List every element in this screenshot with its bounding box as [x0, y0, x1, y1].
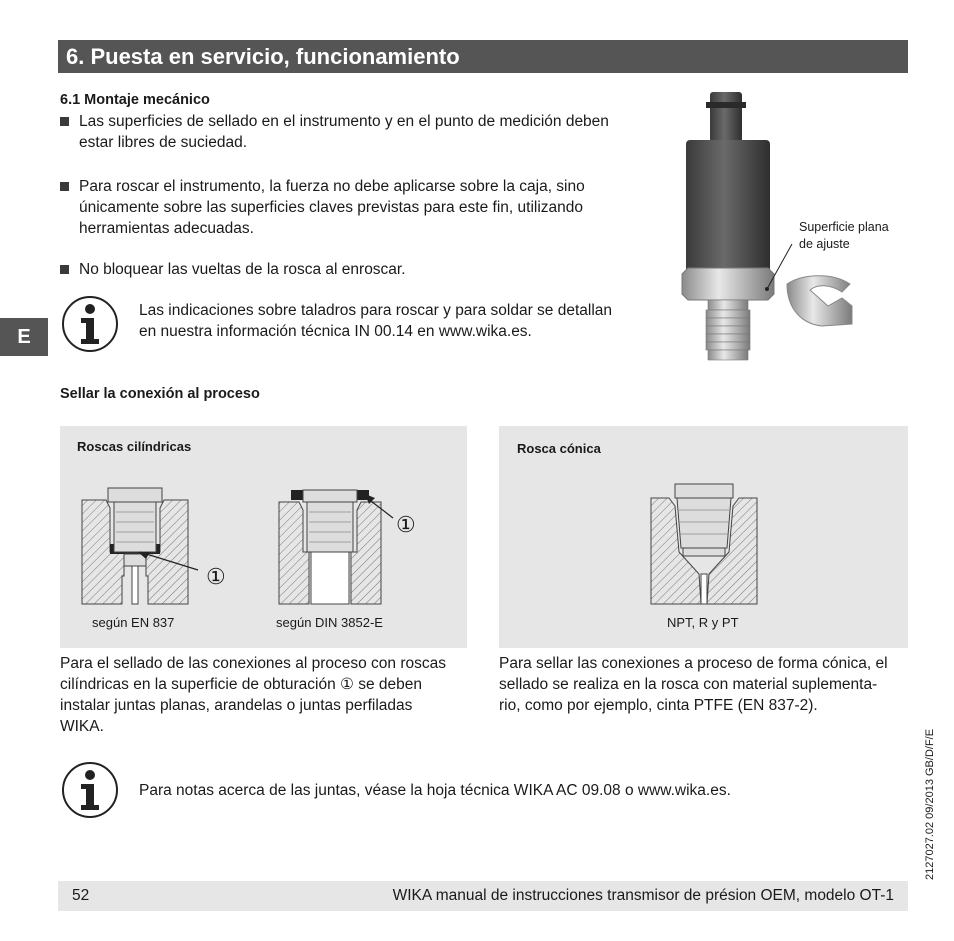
text-line: WIKA.: [60, 718, 104, 735]
bullet-line: herramientas adecuadas.: [79, 220, 254, 237]
text-line: instalar juntas planas, arandelas o juntas perfiladas: [60, 697, 413, 714]
info-line: Las indicaciones sobre taladros para roscar y para soldar se detallan: [139, 302, 613, 319]
conical-thread-box: [499, 426, 908, 648]
bullet-line: únicamente sobre las superficies claves previstas para este fin, utilizando: [79, 199, 584, 216]
cylindrical-thread-box: [60, 426, 467, 648]
subsection-heading: 6.1 Montaje mecánico: [60, 92, 210, 108]
sealing-heading: Sellar la conexión al proceso: [60, 386, 260, 402]
conical-text: [499, 653, 914, 716]
info-icon: [60, 294, 120, 354]
footer-doc-title: WIKA manual de instrucciones transmisor de présion OEM, modelo OT-1: [392, 887, 894, 904]
bullet-square-icon: [60, 117, 69, 126]
info-icon: [60, 760, 120, 820]
caption-din3852: según DIN 3852-E: [276, 615, 383, 630]
page-number: 52: [72, 887, 90, 904]
bullet-square-icon: [60, 182, 69, 191]
photo-label-line: Superficie plana: [799, 220, 889, 234]
section-title: 6. Puesta en servicio, funcionamiento: [58, 40, 908, 73]
footer-bar: [58, 881, 908, 911]
bullet-line: No bloquear las vueltas de la rosca al enroscar.: [79, 261, 406, 278]
bullet-square-icon: [60, 265, 69, 274]
caption-conical: NPT, R y PT: [667, 615, 739, 630]
seal-marker-2: ①: [396, 512, 416, 537]
text-line: cilíndricas en la superficie de obturación ① se deben: [60, 676, 422, 693]
photo-label: [799, 219, 889, 253]
text-line: Para sellar las conexiones a proceso de forma cónica, el: [499, 655, 888, 672]
en837-diagram: [80, 482, 210, 612]
seal-marker-1: ①: [206, 564, 226, 589]
text-line: Para el sellado de las conexiones al proceso con roscas: [60, 655, 447, 672]
bullet-line: estar libres de suciedad.: [79, 134, 248, 151]
conical-diagram: [649, 482, 759, 612]
box-title: Roscas cilíndricas: [77, 439, 192, 454]
gasket-note: Para notas acerca de las juntas, véase la hoja técnica WIKA AC 09.08 o www.wika.es.: [139, 782, 731, 799]
text-line: rio, como por ejemplo, cinta PTFE (EN 837-2).: [499, 697, 818, 714]
info-line: en nuestra información técnica IN 00.14 en www.wika.es.: [139, 323, 532, 340]
text-line: sellado se realiza en la rosca con material suplementa-: [499, 676, 878, 693]
bullet-line: Las superficies de sellado en el instrumento y en el punto de medición deben: [79, 113, 609, 130]
cylindrical-text: [60, 653, 470, 737]
bullet-line: Para roscar el instrumento, la fuerza no debe aplicarse sobre la caja, sino: [79, 178, 585, 195]
caption-en837: según EN 837: [92, 615, 175, 630]
info-note: [139, 300, 659, 342]
language-tab: E: [0, 318, 48, 356]
document-code: 2127027.02 09/2013 GB/D/F/E: [924, 728, 936, 880]
box-title: Rosca cónica: [517, 441, 601, 456]
din3852-diagram: [275, 482, 395, 612]
photo-label-line: de ajuste: [799, 237, 850, 251]
